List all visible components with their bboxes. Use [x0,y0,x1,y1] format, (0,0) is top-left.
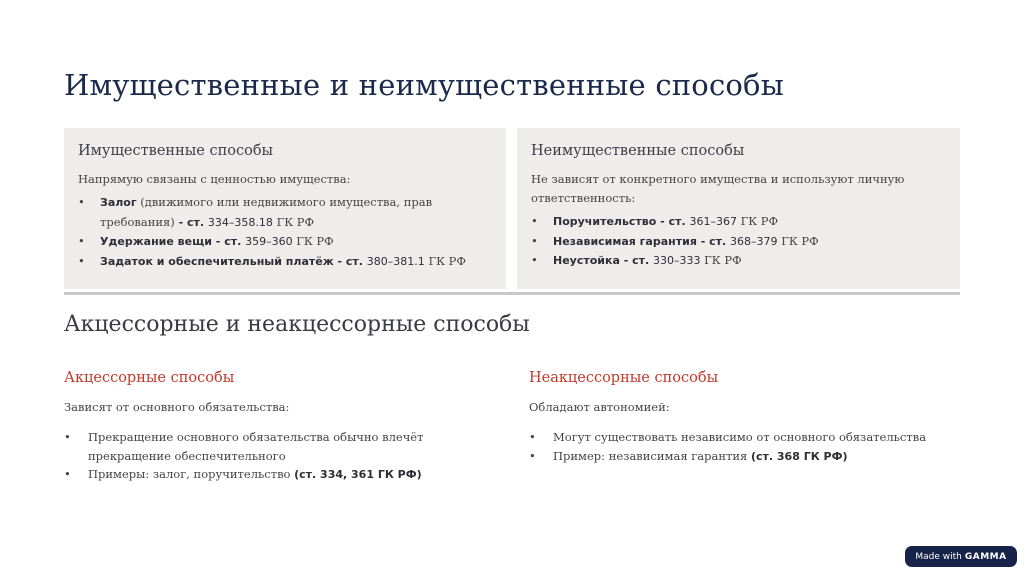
bullet-icon: • [531,253,538,267]
property-methods-card [64,128,506,289]
item-dash: - ст. [174,215,208,229]
item-name: Задаток и обеспечительный платёж [100,254,334,268]
property-methods-list [78,193,492,271]
item-note: (движимого или недвижимого имущества, прав требования) [100,195,433,229]
nonproperty-methods-list [531,212,946,271]
section-heading: Акцессорные и неакцессорные способы [64,312,530,337]
list-item [529,428,949,447]
item-code-ref: ГК РФ [272,214,315,229]
item-code-ref: ГК РФ [424,253,466,268]
bullet-icon: • [531,214,538,228]
bullet-icon: • [78,234,85,248]
made-with-gamma-badge[interactable] [905,546,1017,567]
bullet-icon: • [529,430,536,444]
nonproperty-methods-card [517,128,960,289]
nonaccessory-title: Неакцессорные способы [529,370,719,386]
bullet-icon: • [64,430,71,444]
item-dash: - ст. [696,234,731,248]
item-name: Неустойка [553,254,620,267]
item-code-ref: ГК РФ [292,234,334,248]
section-divider [64,292,960,295]
list-item [64,428,474,465]
accessory-title: Акцессорные способы [64,370,235,386]
item-code-ref: ГК РФ [777,233,819,248]
bullet-icon: • [78,195,85,209]
item-article-ref: (ст. 368 ГК РФ) [750,449,848,463]
gamma-logo: GAMMA [964,551,1007,562]
list-item [78,193,492,232]
accessory-list [64,428,474,485]
item-text: Примеры: залог, поручительство [88,467,295,481]
item-text: Пример: независимая гарантия [553,448,751,463]
list-item [531,212,946,232]
item-name: Независимая гарантия [553,234,697,248]
accessory-methods-column [64,370,474,485]
item-name: Удержание вещи [100,235,212,248]
item-code-ref: ГК РФ [700,253,742,267]
bullet-icon: • [529,448,536,463]
item-dash: - ст. [619,254,654,267]
nonproperty-card-description: Не зависят от конкретного имущества и используют личную ответственность: [531,172,905,205]
page-title: Имущественные и неимущественные способы [64,68,784,102]
list-item [78,232,492,252]
list-item [531,232,946,252]
badge-prefix: Made with [915,551,962,562]
item-article-ref: 380–381.1 [366,254,425,268]
item-name: Залог [100,196,137,209]
item-article-ref: 368–379 [730,234,778,248]
item-code-ref: ГК РФ [736,214,779,228]
item-text: Могут существовать независимо от основного обязательства [553,430,927,444]
nonaccessory-description: Обладают автономией: [529,400,670,414]
item-dash: - ст. [211,235,246,248]
property-card-description: Напрямую связаны с ценностью имущества: [78,172,351,186]
item-name: Поручительство [553,215,657,228]
item-dash: - ст. [333,254,367,268]
bullet-icon: • [78,253,85,268]
item-article-ref: 359–360 [245,235,293,248]
property-card-title: Имущественные способы [78,143,274,159]
item-article-ref: 334–358.18 [207,215,273,229]
list-item [531,251,946,271]
item-text: Прекращение основного обязательства обычно влечёт прекращение обеспечительного [88,430,424,463]
nonaccessory-list [529,428,949,466]
nonproperty-card-title: Неимущественные способы [531,143,745,159]
item-article-ref: 361–367 [689,215,737,228]
accessory-description: Зависят от основного обязательства: [64,400,290,414]
bullet-icon: • [64,467,71,481]
item-dash: - ст. [656,215,690,228]
bullet-icon: • [531,233,538,248]
list-item [529,447,949,467]
nonaccessory-methods-column [529,370,949,466]
item-article-ref: 330–333 [653,254,701,267]
item-article-ref: (ст. 334, 361 ГК РФ) [294,468,422,481]
list-item [78,252,492,272]
list-item [64,465,474,485]
